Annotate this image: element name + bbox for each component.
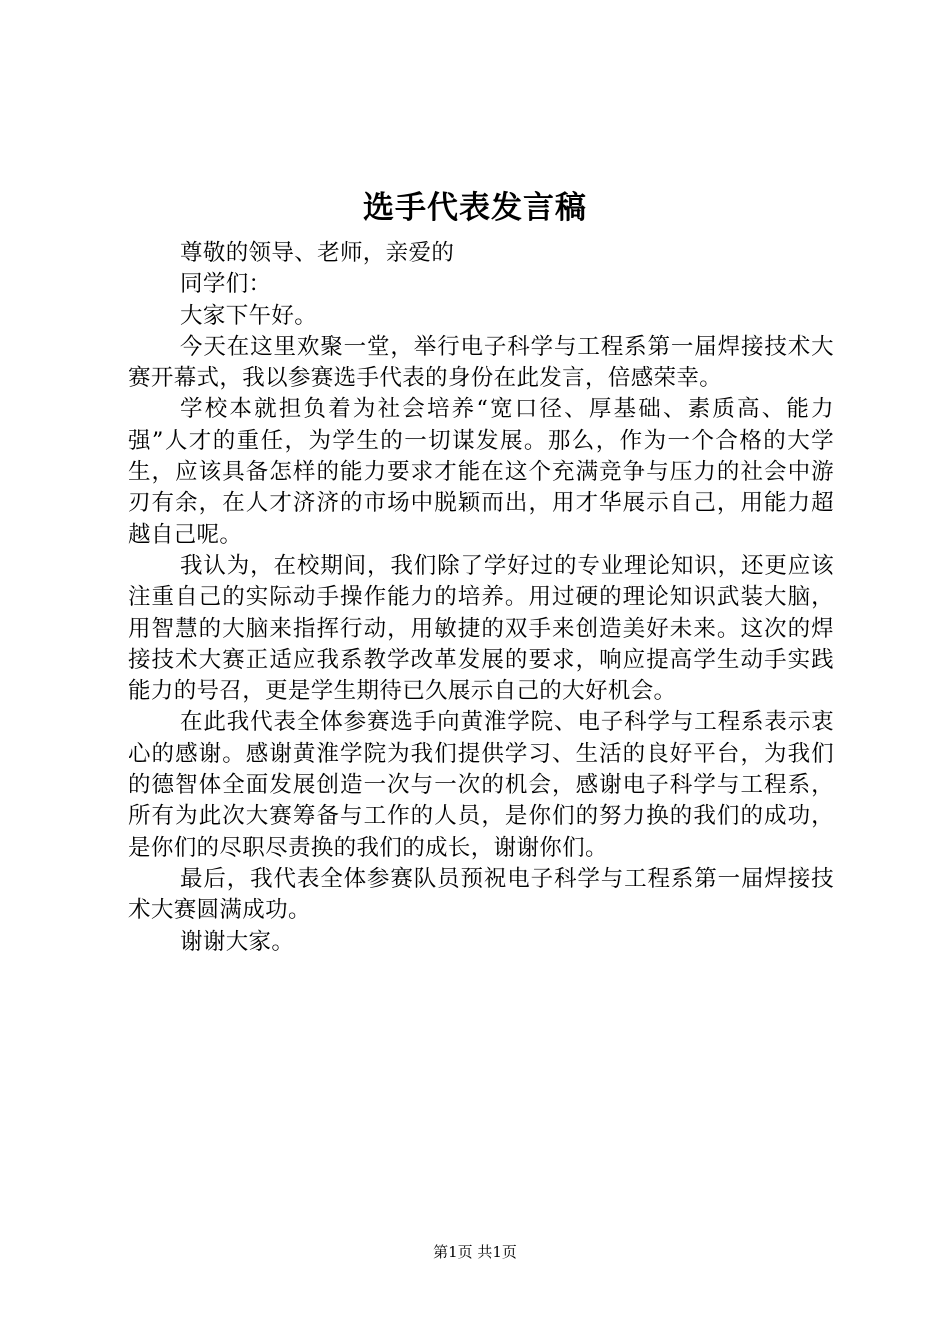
paragraph-hello: 大家下午好。 (180, 302, 318, 329)
document-body (128, 238, 834, 958)
paragraph-school-mission: 学校本就担负着为社会培养“宽口径、厚基础、素质高、能力强”人才的重任，为学生的一切谋发展。那么，作为一个合格的大学生，应该具备怎样的能力要求才能在这个充满竞争与压力的社会中游刃有余，在人才济济的市场中脱颖而出，用才华展示自己，用能力超越自己呢。 (128, 396, 834, 548)
paragraph-thanks: 在此我代表全体参赛选手向黄淮学院、电子科学与工程系表示衷心的感谢。感谢黄淮学院为我们提供学习、生活的良好平台，为我们的德智体全面发展创造一次与一次的机会，感谢电子科学与工程系，所有为此次大赛筹备与工作的人员，是你们的努力换的我们的成功，是你们的尽职尽责换的我们的成长，谢谢你们。 (128, 709, 834, 861)
document-title: 选手代表发言稿 (363, 190, 587, 226)
paragraph-greeting: 尊敬的领导、老师，亲爱的 (180, 240, 455, 266)
paragraph-wishes: 最后，我代表全体参赛队员预祝电子科学与工程系第一届焊接技术大赛圆满成功。 (128, 865, 834, 924)
paragraph-opening: 今天在这里欢聚一堂，举行电子科学与工程系第一届焊接技术大赛开幕式，我以参赛选手代表的身份在此发言，倍感荣幸。 (128, 333, 834, 392)
paragraph-opinion: 我认为，在校期间，我们除了学好过的专业理论知识，还更应该注重自己的实际动手操作能力的培养。用过硬的理论知识武装大脑，用智慧的大脑来指挥行动，用敏捷的双手来创造美好未来。这次的焊接技术大赛正适应我系教学改革发展的要求，响应提高学生动手实践能力的号召，更是学生期待已久展示自己的大好机会。 (128, 552, 834, 705)
paragraph-greeting-continued: 同学们： (180, 271, 272, 298)
page-number-footer: 第1页 共1页 (433, 1243, 517, 1261)
paragraph-closing: 谢谢大家。 (180, 928, 295, 955)
